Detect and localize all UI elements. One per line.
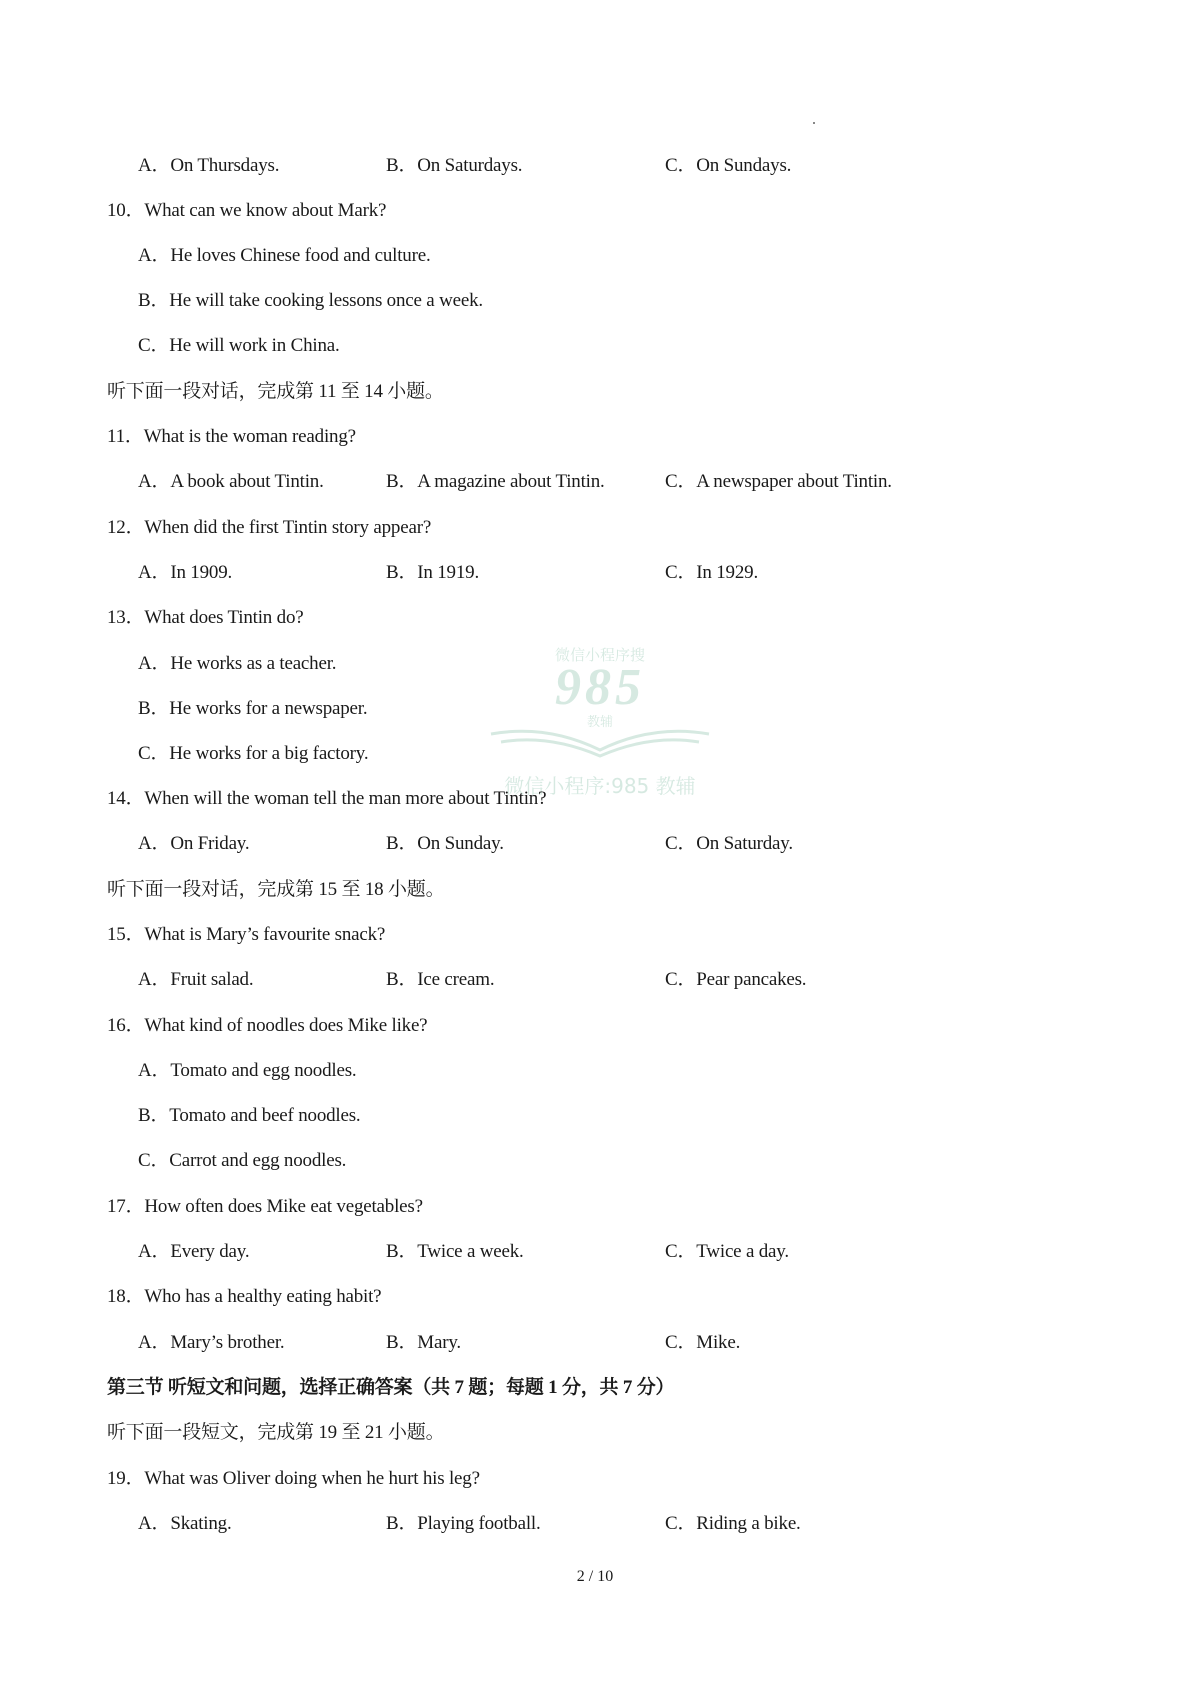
q17-option-b: B．Twice a week. [386, 1241, 524, 1262]
q19-option-b: B．Playing football. [386, 1513, 541, 1534]
question-13: 13．What does Tintin do? [107, 607, 304, 628]
question-11: 11．What is the woman reading? [107, 426, 356, 447]
q9-option-c: C．On Sundays. [665, 155, 792, 176]
q16-option-b: B．Tomato and beef noodles. [138, 1105, 361, 1126]
question-12: 12．When did the first Tintin story appear? [107, 517, 432, 538]
q10-option-a: A．He loves Chinese food and culture. [138, 245, 431, 266]
q19-option-c: C．Riding a bike. [665, 1513, 801, 1534]
q10-option-b: B．He will take cooking lessons once a week. [138, 290, 483, 311]
q14-option-b: B．On Sunday. [386, 833, 504, 854]
watermark-line1: 微信小程序搜 [554, 646, 645, 664]
watermark [485, 640, 715, 798]
q14-option-c: C．On Saturday. [665, 833, 793, 854]
q9-option-a: A．On Thursdays. [138, 155, 280, 176]
q13-option-b: B．He works for a newspaper. [138, 698, 368, 719]
watermark-line2: 教辅 [586, 715, 613, 730]
q16-option-a: A．Tomato and egg noodles. [138, 1060, 357, 1081]
q10-option-c: C．He will work in China. [138, 335, 340, 356]
q12-option-a: A．In 1909. [138, 562, 233, 583]
q19-option-a: A．Skating. [138, 1513, 232, 1534]
q18-option-c: C．Mike. [665, 1332, 741, 1353]
q18-option-b: B．Mary. [386, 1332, 461, 1353]
stray-mark [813, 122, 815, 124]
instruction-19-21: 听下面一段短文，完成第 19 至 21 小题。 [107, 1422, 445, 1443]
section-3-header: 第三节 听短文和问题，选择正确答案（共 7 题；每题 1 分，共 7 分） [107, 1377, 675, 1398]
q16-option-c: C．Carrot and egg noodles. [138, 1150, 347, 1171]
question-19: 19．What was Oliver doing when he hurt his leg? [107, 1468, 480, 1489]
q15-option-c: C．Pear pancakes. [665, 969, 807, 990]
instruction-11-14: 听下面一段对话，完成第 11 至 14 小题。 [107, 381, 444, 402]
q13-option-c: C．He works for a big factory. [138, 743, 369, 764]
question-17: 17．How often does Mike eat vegetables? [107, 1196, 423, 1217]
page-number: 2 / 10 [576, 1568, 614, 1585]
q18-option-a: A．Mary’s brother. [138, 1332, 285, 1353]
watermark-number: 985 [555, 659, 645, 716]
q15-option-b: B．Ice cream. [386, 969, 495, 990]
question-16: 16．What kind of noodles does Mike like? [107, 1015, 428, 1036]
q14-option-a: A．On Friday. [138, 833, 250, 854]
question-18: 18．Who has a healthy eating habit? [107, 1286, 382, 1307]
q11-option-b: B．A magazine about Tintin. [386, 471, 605, 492]
question-14: 14．When will the woman tell the man more about Tintin? [107, 788, 547, 809]
instruction-15-18: 听下面一段对话，完成第 15 至 18 小题。 [107, 879, 445, 900]
question-10: 10．What can we know about Mark? [107, 200, 387, 221]
q11-option-a: A．A book about Tintin. [138, 471, 324, 492]
question-15: 15．What is Mary’s favourite snack? [107, 924, 386, 945]
q15-option-a: A．Fruit salad. [138, 969, 254, 990]
q17-option-a: A．Every day. [138, 1241, 250, 1262]
open-book-icon [487, 720, 713, 760]
q12-option-c: C．In 1929. [665, 562, 759, 583]
q17-option-c: C．Twice a day. [665, 1241, 789, 1262]
q12-option-b: B．In 1919. [386, 562, 480, 583]
q13-option-a: A．He works as a teacher. [138, 653, 337, 674]
watermark-line3: 微信小程序:985 教辅 [504, 774, 696, 798]
q9-option-b: B．On Saturdays. [386, 155, 523, 176]
q11-option-c: C．A newspaper about Tintin. [665, 471, 892, 492]
